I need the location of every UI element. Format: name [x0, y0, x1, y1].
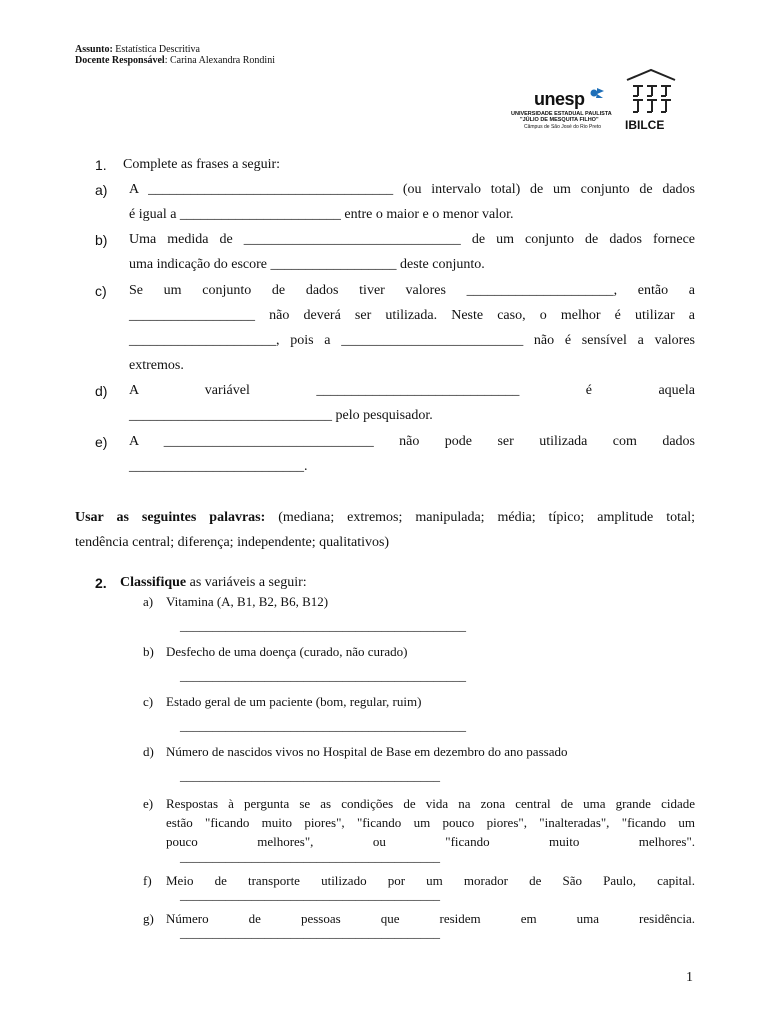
q2-item-g-blank: ________________________________________ [180, 925, 440, 940]
q2-item-a-blank: ____________________________________________ [180, 618, 466, 633]
q1-item-b-line2: uma indicação do escore __________________ deste conjunto. [129, 257, 485, 272]
q2-item-g-label: g) [143, 911, 154, 926]
q2-item-c-blank: ____________________________________________ [180, 718, 466, 733]
q2-item-e-line1: Respostas à pergunta se as condições de vida na zona central de uma grande cidade [166, 796, 695, 811]
q2-item-f-text: Meio de transporte utilizado por um morador de São Paulo, capital. [166, 873, 695, 888]
word-list-line2: tendência central; diferença; independente; qualitativos) [75, 535, 390, 550]
word-list-label: Usar as seguintes palavras: [75, 510, 266, 525]
unesp-logo: unesp UNIVERSIDADE ESTADUAL PAULISTA "JÚLIO DE MESQUITA FILHO" Câmpus de São José do Rio Preto [508, 83, 618, 133]
q1-item-d-line2: _____________________________ pelo pesquisador. [129, 408, 433, 423]
unesp-emblem-icon [588, 85, 606, 101]
q1-item-c-line3: _____________________, pois a __________________________ não é sensível a valores [129, 333, 695, 348]
word-list-line1: Usar as seguintes palavras: (mediana; extremos; manipulada; média; típico; amplitude total; [75, 510, 695, 525]
q1-item-a-line1: A ___________________________________ (ou intervalo total) de um conjunto de dados [129, 182, 695, 197]
header-subject: Assunto: Estatística Descritiva [75, 44, 200, 55]
q1-item-a-label: a) [95, 182, 108, 198]
q2-number: 2. [95, 575, 107, 591]
q1-number: 1. [95, 157, 107, 173]
q2-item-b-text: Desfecho de uma doença (curado, não curado) [166, 644, 408, 659]
q1-item-e-line2: _________________________. [129, 459, 308, 474]
q2-item-e-line2: estão "ficando muito piores", "ficando um pouco piores", "inalteradas", "ficando um [166, 815, 695, 830]
q1-item-b-line1: Uma medida de _______________________________ de um conjunto de dados fornece [129, 232, 695, 247]
q2-item-e-line3: pouco melhores", ou "ficando muito melhores". [166, 834, 695, 849]
ibilce-building-icon [625, 68, 677, 116]
q1-item-c-label: c) [95, 283, 107, 299]
q1-prompt: Complete as frases a seguir: [123, 157, 281, 172]
q2-item-a-label: a) [143, 594, 154, 609]
page-number: 1 [686, 970, 693, 985]
header-teacher: Docente Responsável: Carina Alexandra Rondini [75, 55, 275, 66]
q1-item-e-line1: A ______________________________ não pode ser utilizada com dados [129, 434, 695, 449]
q2-item-f-label: f) [143, 873, 152, 888]
q1-item-a-line2: é igual a _______________________ entre o maior e o menor valor. [129, 207, 514, 222]
ibilce-logo: IBILCE [623, 68, 678, 132]
q2-item-f-blank: ________________________________________ [180, 887, 440, 902]
q2-item-d-blank: ________________________________________ [180, 768, 440, 783]
q2-prompt: Classifique as variáveis a seguir: [120, 575, 307, 590]
q1-item-d-label: d) [95, 383, 108, 399]
q2-item-d-text: Número de nascidos vivos no Hospital de Base em dezembro do ano passado [166, 744, 568, 759]
q2-item-g-text: Número de pessoas que residem em uma residência. [166, 911, 695, 926]
q1-item-c-line4: extremos. [129, 358, 184, 373]
q2-item-b-blank: ____________________________________________ [180, 668, 466, 683]
q1-item-c-line2: __________________ não deverá ser utilizada. Neste caso, o melhor é utilizar a [129, 308, 695, 323]
q2-item-a-text: Vitamina (A, B1, B2, B6, B12) [166, 594, 329, 609]
q2-item-e-blank: ________________________________________ [180, 849, 440, 864]
q2-item-c-text: Estado geral de um paciente (bom, regular, ruim) [166, 694, 422, 709]
q1-item-e-label: e) [95, 434, 108, 450]
q1-item-d-line1: A variável _____________________________ é aquela [129, 383, 695, 398]
q2-item-b-label: b) [143, 644, 154, 659]
q1-item-c-line1: Se um conjunto de dados tiver valores _____________________, então a [129, 283, 695, 298]
q2-item-e-label: e) [143, 796, 154, 811]
q1-item-b-label: b) [95, 232, 108, 248]
q2-item-d-label: d) [143, 744, 154, 759]
q2-item-c-label: c) [143, 694, 154, 709]
